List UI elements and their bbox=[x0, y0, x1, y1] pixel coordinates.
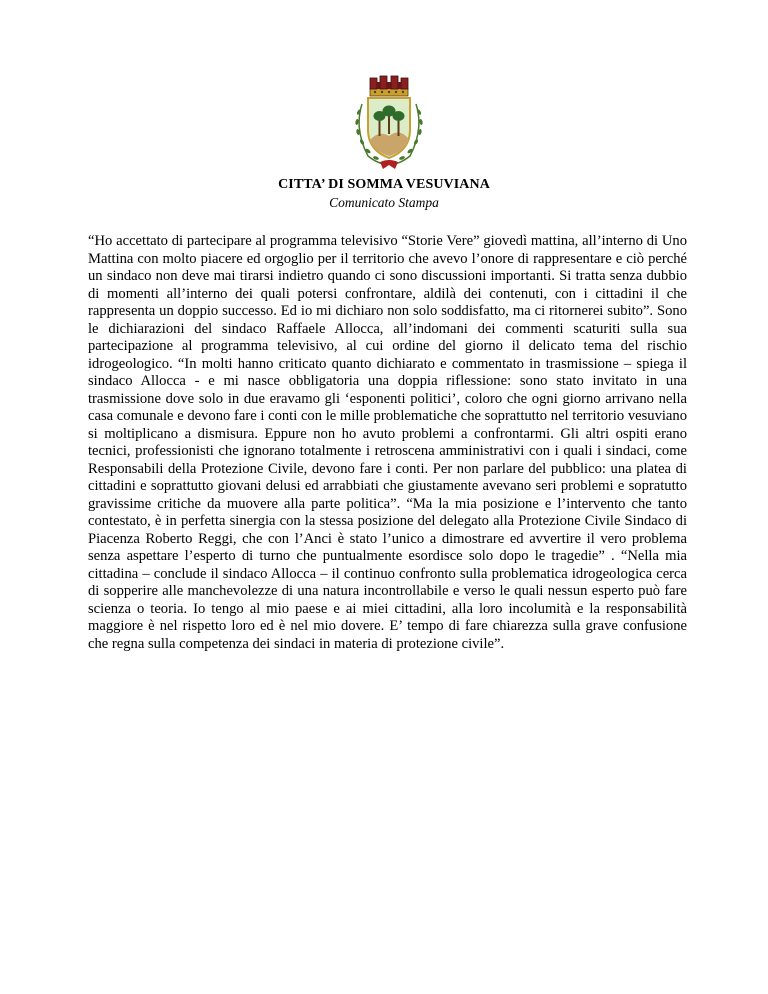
document-heading bbox=[0, 176, 768, 212]
coat-of-arms-icon bbox=[340, 74, 438, 174]
document-title: CITTA’ DI SOMMA VESUVIANA bbox=[278, 177, 490, 192]
document-subtitle: Comunicato Stampa bbox=[329, 195, 439, 210]
press-release-body: “Ho accettato di partecipare al programma televisivo “Storie Vere” giovedì mattina, all’interno di Uno Mattina con molto piacere ed orgoglio per il territorio che avevo l’onore di rappresentare e ciò perché un sindaco non deve mai tirarsi indietro quando ci sono discussioni importanti. Si tratta senza dubbio di momenti all’interno dei quali potersi confrontare, aldilà dei contenuti, con i cittadini il che rappresenta un doppio successo. Ed io mi dichiaro non solo soddisfatto, ma ci ritornerei subito”. Sono le dichiarazioni del sindaco Raffaele Allocca, all’indomani dei commenti scaturiti sulla sua partecipazione al programma televisivo, al cui ordine del giorno il delicato tema del rischio idrogeologico. “In molti hanno criticato quanto dichiarato e commentato in trasmissione – spiega il sindaco Allocca - e mi nasce obbligatoria una doppia riflessione: sono stato invitato in una trasmissione dove solo in due eravamo gli ‘esponenti politici’, coloro che ogni giorno arrivano nella casa comunale e devono fare i conti con le mille problematiche che soprattutto nel territorio vesuviano si moltiplicano a dismisura. Eppure non ho avuto problemi a confrontarmi. Gli altri ospiti erano tecnici, professionisti che ignorano totalmente i retroscena amministrativi con i quali i sindaci, come Responsabili della Protezione Civile, devono fare i conti. Per non parlare del pubblico: una platea di cittadini e soprattutto giovani delusi ed arrabbiati che giustamente avevano seri problemi e sopratutto gravissime critiche da muovere alla parte politica”. “Ma la mia posizione e l’intervento che tanto contestato, è in perfetta sinergia con la stessa posizione del delegato alla Protezione Civile Sindaco di Piacenza Roberto Reggi, che con l’Anci è stato l’unico a dimostrare ed avvertire il vero problema senza aspettare l’esperto di turno che puntualmente esordisce solo dopo le tragedie” . “Nella mia cittadina – conclude il sindaco Allocca – il continuo confronto sulla problematica idrogeologica cerca di sopperire alle manchevolezze di una natura incontrollabile e verso le quali nessun esperto può fare scienza o teoria. Io tengo al mio paese e ai miei cittadini, alla loro incolumità e la responsabilità maggiore è nel rispetto loro ed è nel mio dovere. E’ tempo di fare chiarezza sulla grave confusione che regna sulla competenza dei sindaci in materia di protezione civile”. bbox=[88, 233, 687, 652]
